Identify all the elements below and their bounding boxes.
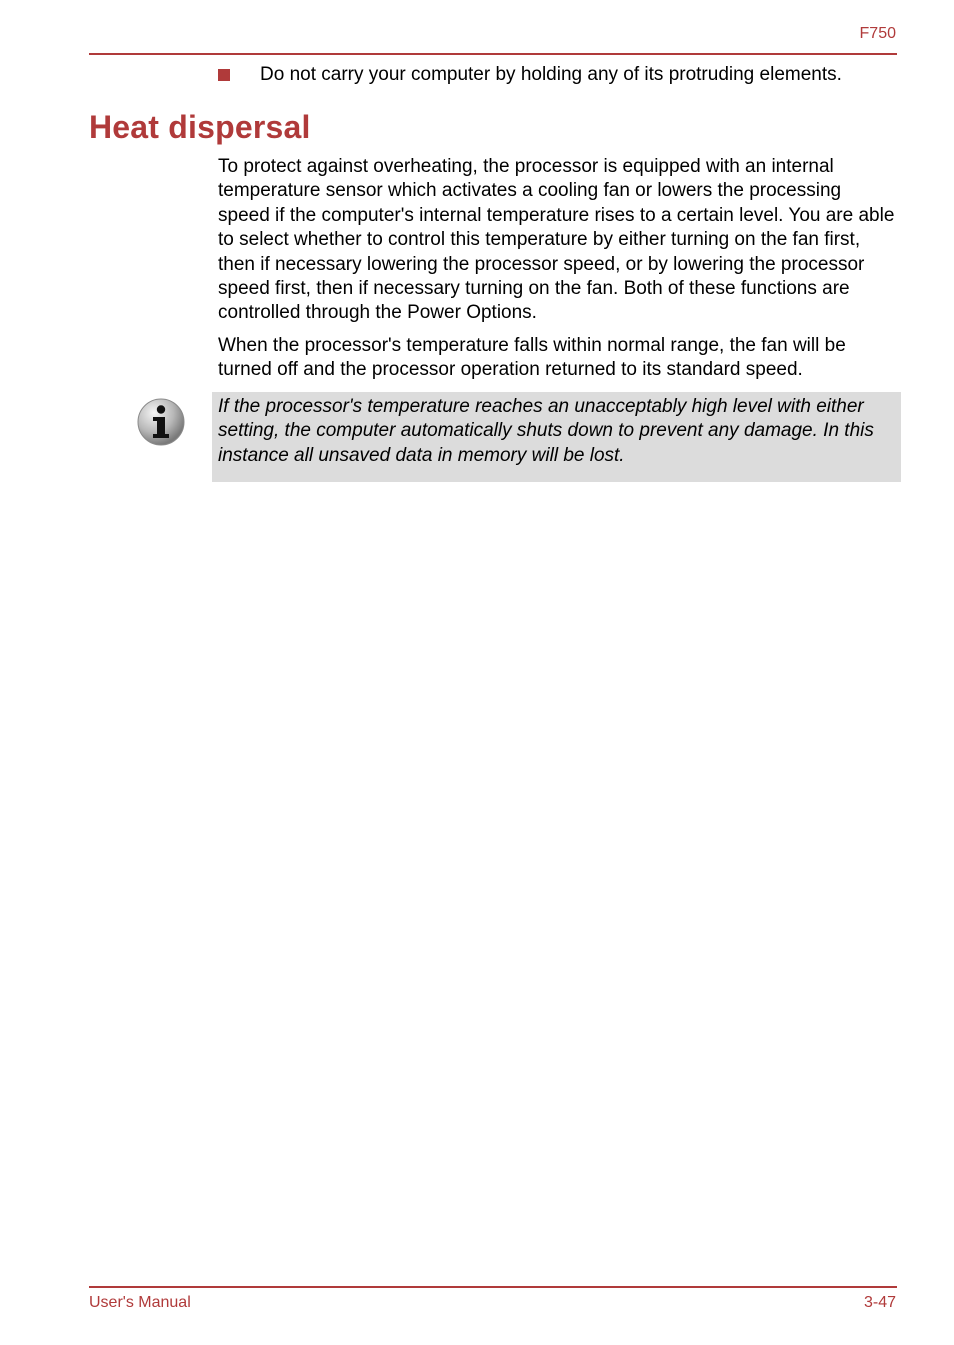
footer-manual-label: User's Manual	[89, 1294, 191, 1311]
footer-divider	[89, 1286, 897, 1288]
footer-page-number: 3-47	[863, 1294, 896, 1311]
body-paragraph-2: When the processor's temperature falls within normal range, the fan will be turned off and the processor operation returned to its standard speed.	[218, 335, 846, 381]
body-paragraph-1: To protect against overheating, the processor is equipped with an internal temperature sensor which activates a cooling fan or lowers the processing speed if the computer's internal temperature rises to a certain level. You are able to select whether to control this temperature by either turning on the fan first, then if necessary lowering the processor speed, or by lowering the processor speed first, then if necessary turning on the fan. Both of these functions are controlled through the Power Options.	[218, 156, 895, 324]
bullet-square-icon	[218, 69, 230, 81]
note-text: If the processor's temperature reaches an unacceptably high level with either setting, the computer automatically shuts down to prevent any damage. In this instance all unsaved data in memory will be lost.	[218, 396, 874, 466]
bullet-text: Do not carry your computer by holding any of its protruding elements.	[260, 64, 842, 85]
info-icon	[136, 397, 186, 447]
header-divider	[89, 53, 897, 55]
section-heading: Heat dispersal	[89, 109, 311, 145]
header-model-label: F750	[859, 25, 896, 42]
